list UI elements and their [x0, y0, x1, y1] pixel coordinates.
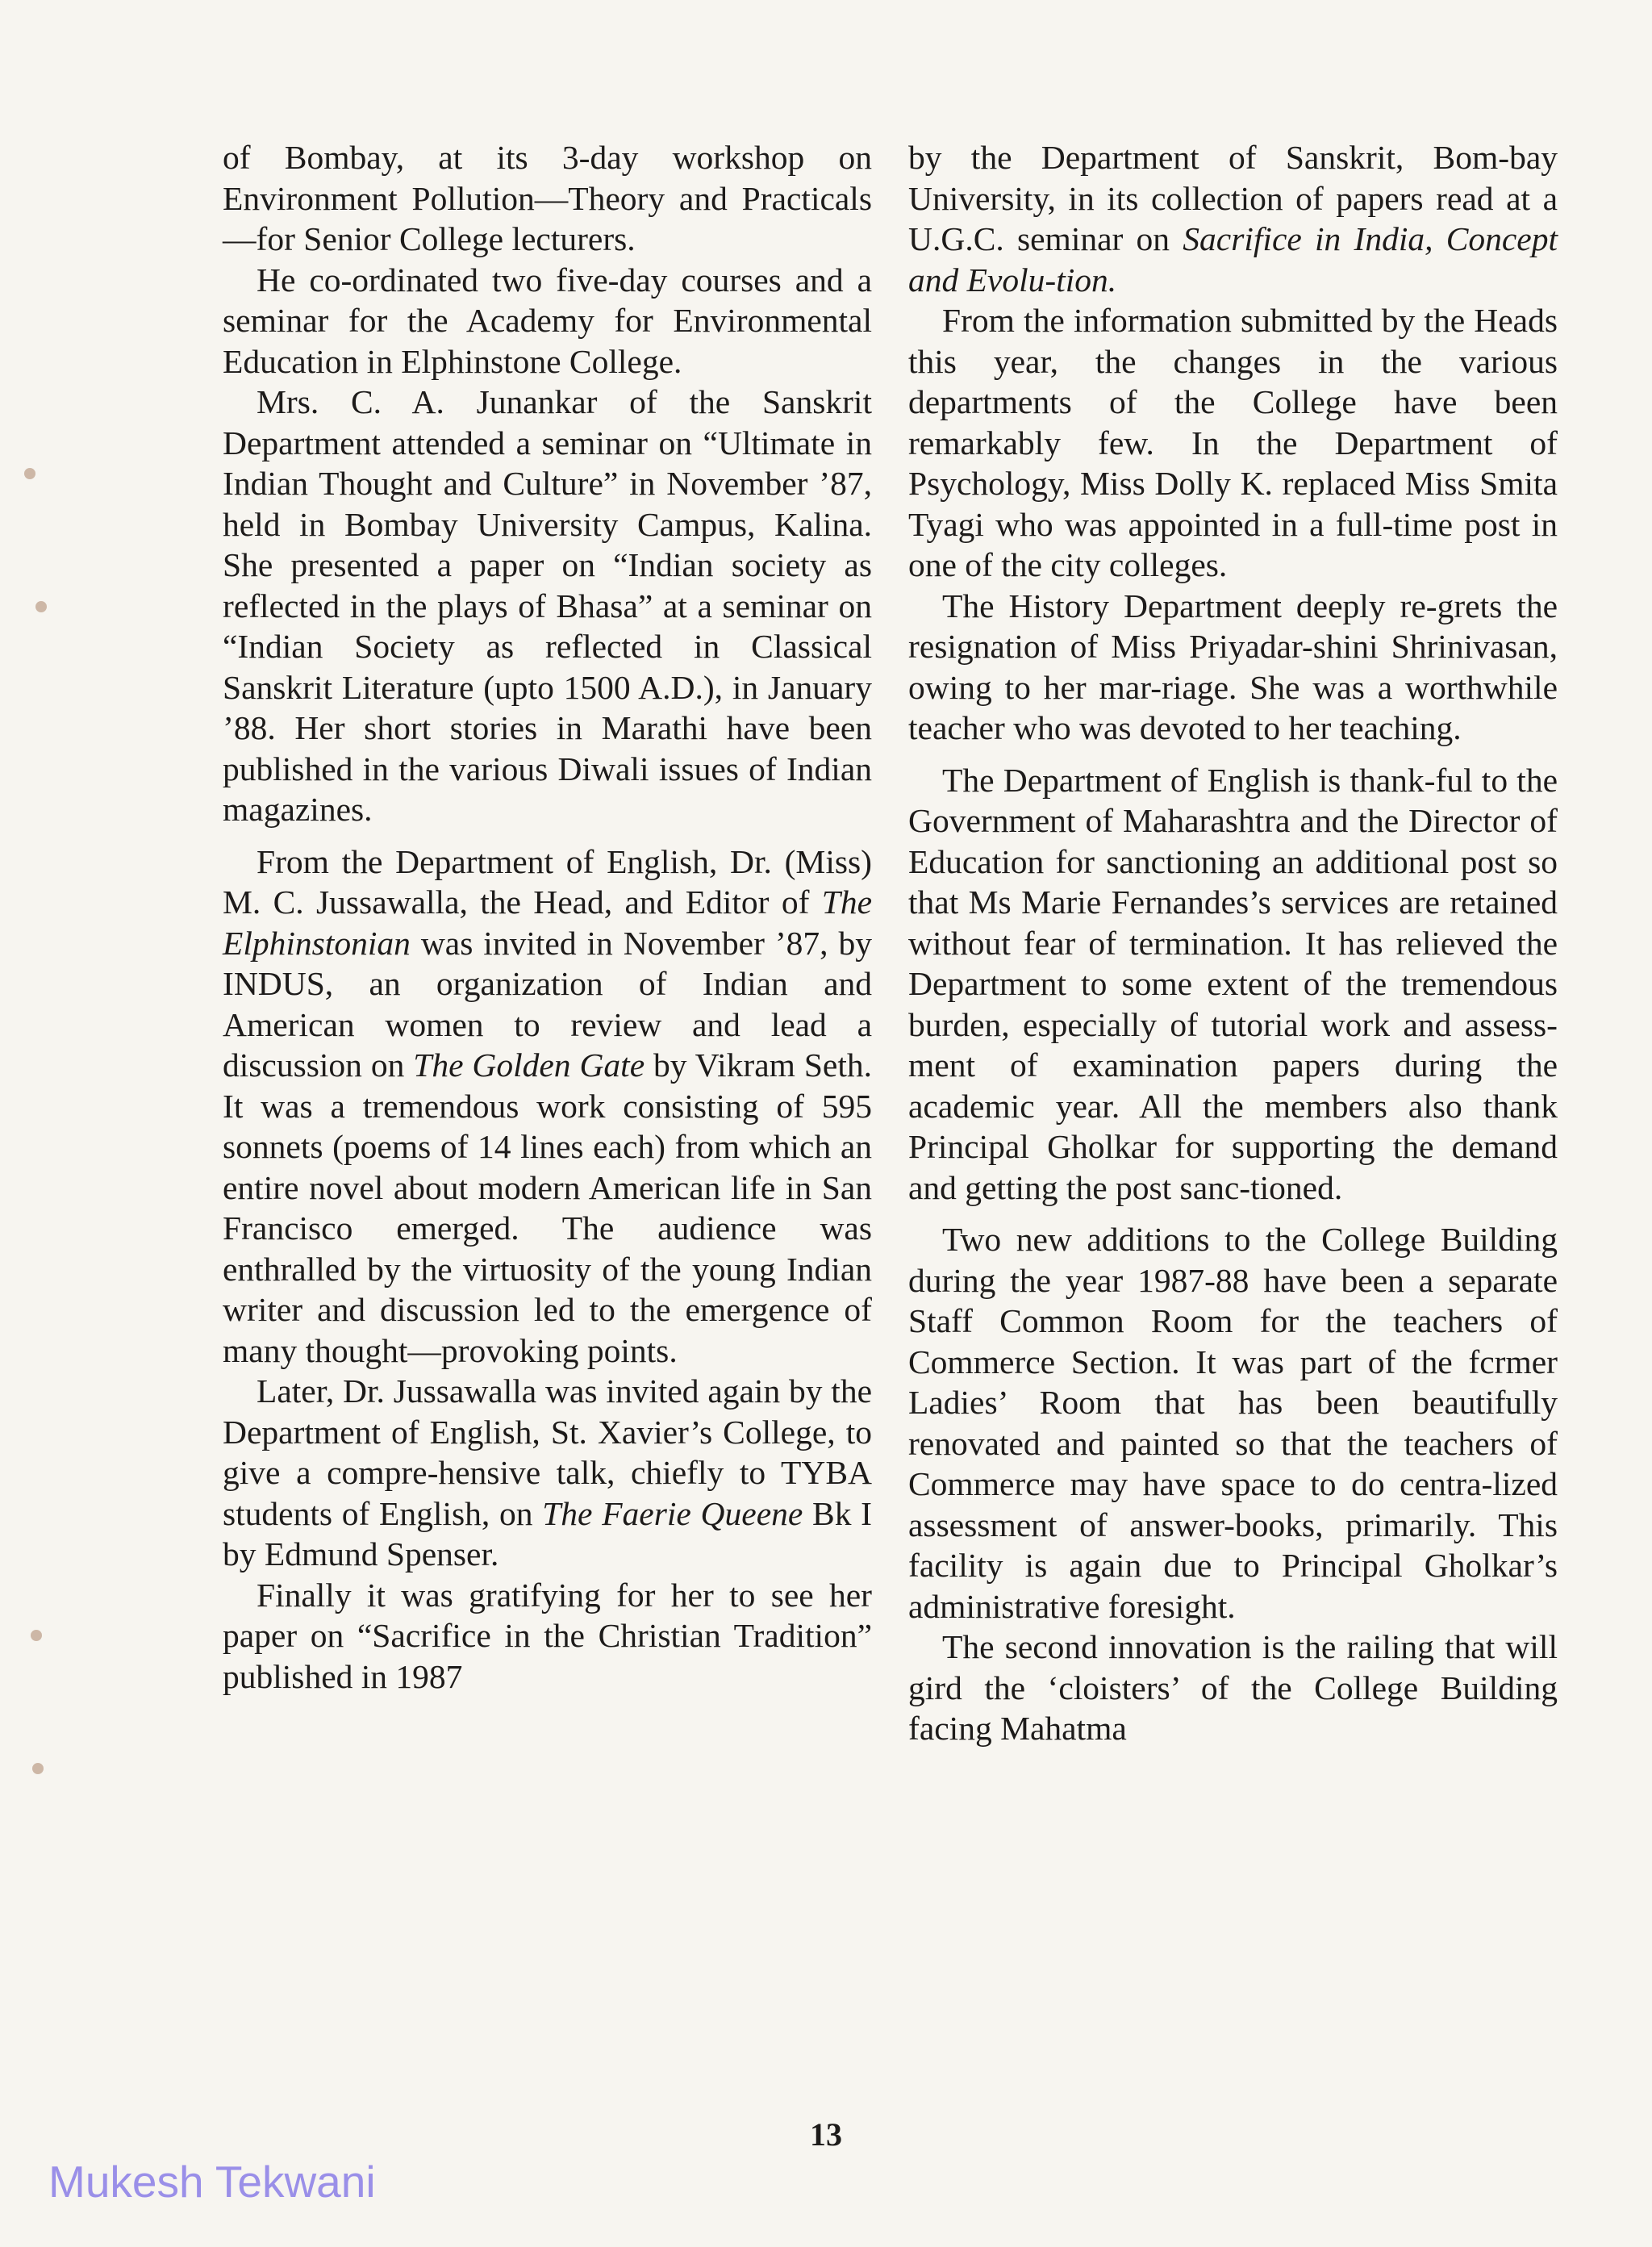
- punch-mark: [31, 1630, 42, 1641]
- paragraph: Mrs. C. A. Junankar of the Sanskrit Department attended a seminar on “Ultimate in Indian Thought and Culture” in November ’87, held in Bombay University Campus, Kalina. She presented a paper on “Indian society as reflected in the plays of Bhasa” at a seminar on “Indian Society as reflected in Classical Sanskrit Literature (upto 1500 A.D.), in January ’88. Her short stories in Marathi have been published in the various Diwali issues of Indian magazines.: [223, 383, 872, 828]
- italic-title: The Golden Gate: [413, 1046, 645, 1084]
- left-column: [223, 137, 872, 1697]
- paragraph: [223, 1371, 872, 1575]
- paragraph: From the information submitted by the Heads this year, the changes in the various departments of the College have been remarkably few. In the Department of Psychology, Miss Dolly K. replaced Miss Smita Tyagi who was appointed in a full-time post in one of the city colleges.: [908, 302, 1558, 583]
- paragraph: [908, 137, 1558, 300]
- watermark: Mukesh Tekwani: [48, 2157, 376, 2207]
- paragraph: The History Department deeply re-grets the resignation of Miss Priyadar-shini Shrinivasan, owing to her mar-riage. She was a worthwhile teacher who was devoted to her teaching.: [908, 587, 1558, 746]
- text-run: was invited in November ’87, by INDUS, an organization of Indian and American women to review and lead a discussion on: [223, 924, 872, 1084]
- punch-mark: [32, 1763, 44, 1774]
- paragraph: [223, 842, 872, 1372]
- italic-title: Sacrifice in India, Concept and Evolu-tion.: [908, 220, 1558, 299]
- page-number: 13: [810, 2116, 842, 2153]
- right-column: [908, 137, 1558, 1749]
- paragraph: Finally it was gratifying for her to see her paper on “Sacrifice in the Christian Tradition” published in 1987: [223, 1576, 872, 1695]
- paragraph: The second innovation is the railing that will gird the ‘cloisters’ of the College Building facing Mahatma: [908, 1628, 1558, 1747]
- text-run: by the Department of Sanskrit, Bom-bay University, in its collection of papers read at a U.G.C. seminar on: [908, 139, 1558, 257]
- punch-mark: [35, 601, 47, 612]
- text-run: by Vikram Seth. It was a tremendous work consisting of 595 sonnets (poems of 14 lines each) from which an entire novel about modern American life in San Francisco emerged. The audience was enthralled by the virtuosity of the young Indian writer and discussion led to the emergence of many thought—provoking points.: [223, 1046, 872, 1369]
- text-run: Bk I by Edmund Spenser.: [223, 1494, 872, 1572]
- paragraph: He co-ordinated two five-day courses and a seminar for the Academy for Environmental Education in Elphinstone College.: [223, 261, 872, 380]
- paragraph: of Bombay, at its 3-day workshop on Environment Pollution—Theory and Practicals—for Senior College lecturers.: [223, 139, 872, 257]
- italic-title: The Faerie Queene: [542, 1494, 803, 1532]
- italic-title: The Elphinstonian: [223, 883, 872, 962]
- paragraph: Two new additions to the College Building during the year 1987-88 have been a separate Staff Common Room for the teachers of Commerce Section. It was part of the fcrmer Ladies’ Room that has been beautifully renovated and painted so that the teachers of Commerce may have space to do centra-lized assessment of answer-books, primarily. This facility is again due to Principal Gholkar’s administrative foresight.: [908, 1221, 1558, 1625]
- text-run: Later, Dr. Jussawalla was invited again by the Department of English, St. Xavier’s College, to give a compre-hensive talk, chiefly to TYBA students of English, on: [223, 1372, 872, 1532]
- punch-mark: [24, 468, 35, 479]
- text-run: From the Department of English, Dr. (Miss) M. C. Jussawalla, the Head, and Editor of: [223, 842, 872, 921]
- paragraph: The Department of English is thank-ful to the Government of Maharashtra and the Director of Education for sanctioning an additional post so that Ms Marie Fernandes’s services are retained without fear of termination. It has relieved the Department to some extent of the tremendous burden, especially of tutorial work and assess-ment of examination papers during the academic year. All the members also thank Principal Gholkar for supporting the demand and getting the post sanc-tioned.: [908, 761, 1558, 1206]
